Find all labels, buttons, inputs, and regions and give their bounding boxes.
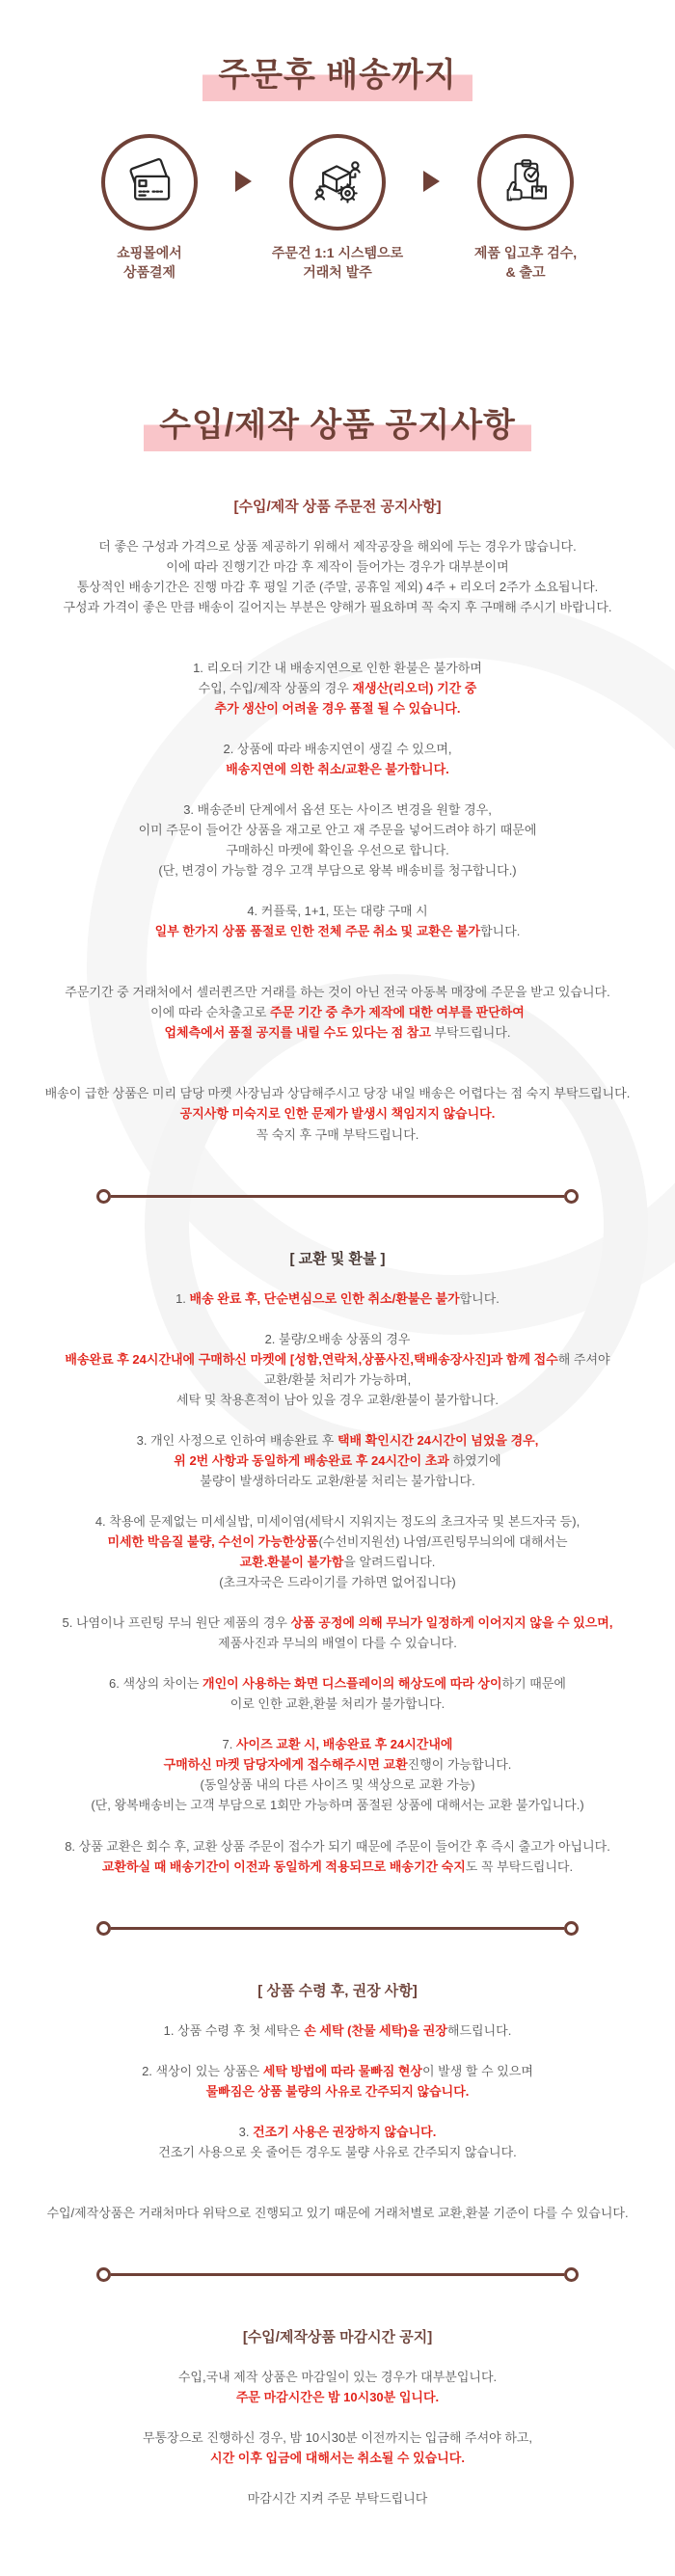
body-text: 배송이 급한 상품은 미리 담당 마켓 사장님과 상담해주시고 당장 내일 배송은 어렵다는 점 숙지 부탁드립니다. [44,1086,631,1101]
emphasis-text: 손 세탁 (찬물 세탁)을 권장 [304,2022,447,2038]
body-text: (초크자국은 드라이기를 가하면 없어집니다) [219,1575,456,1590]
emphasis-text: 재생산(리오더) 기간 중 [352,680,477,695]
step-label-line: 쇼핑몰에서 [117,245,182,260]
step-order-system-label [272,243,403,283]
notice-title-highlight: 수입/제작 상품 공지사항 [144,396,531,451]
step-label-line: 제품 입고후 검수, [473,245,578,260]
page-title [0,0,675,101]
emphasis-text: 건조기 사용은 권장하지 않습니다. [253,2124,437,2139]
section-divider [96,1189,579,1204]
body-text: 구매하신 마켓에 확인을 우선으로 합니다. [226,843,449,858]
page-title-highlight: 주문후 배송까지 [202,46,472,101]
body-text: 4. 커플룩, 1+1, 또는 대량 구매 시 [247,904,428,919]
emphasis-text: 교환하실 때 배송기간이 이전과 동일하게 적용되므로 배송기간 숙지 [101,1858,466,1874]
emphasis-text: 주문 마감시간은 밤 10시30분 입니다. [235,2389,440,2404]
body-text: 제품사진과 무늬의 배열이 다를 수 있습니다. [218,1636,457,1651]
notice-paragraph [33,2427,642,2468]
emphasis-text: 배송 완료 후, 단순변심으로 인한 취소/환불은 불가 [189,1290,460,1306]
notice-sections [0,496,675,2509]
body-text: 건조기 사용으로 옷 줄어든 경우도 불량 사유로 간주되지 않습니다. [158,2144,517,2159]
body-text: 을 알려드립니다. [343,1555,436,1570]
body-text: 합니다. [480,924,521,939]
body-text: (동일상품 내의 다른 사이즈 및 색상으로 교환 가능) [200,1777,475,1793]
section-header: [수입/제작상품 마감시간 공지] [242,2328,433,2346]
body-text: (단, 변경이 가능할 경우 고객 부담으로 왕복 배송비를 청구합니다.) [158,863,517,879]
divider-line [111,1927,564,1930]
body-text: 2. 색상이 있는 상품은 [142,2063,263,2078]
notice-paragraph [33,1083,642,1144]
inspection-shipping-icon [477,134,574,230]
notice-paragraph [33,982,642,1043]
divider-ring-icon [564,1189,579,1204]
notice-paragraph [33,658,642,719]
body-text: 이에 따라 진행기간 마감 후 제작이 들어가는 경우가 대부분이며 [166,558,509,574]
section-header: [ 교환 및 환불 ] [289,1250,386,1267]
body-text: 하기 때문에 [501,1676,566,1692]
divider-ring-icon [564,1921,579,1936]
notice-paragraph [33,2122,642,2162]
emphasis-text: 공지사항 미숙지로 인한 문제가 발생시 책임지지 않습니다. [179,1106,496,1122]
body-text: 합니다. [459,1290,500,1306]
arrow-right-icon [423,171,440,192]
emphasis-text: 위 2번 사항과 동일하게 배송완료 후 24시간이 초과 [174,1452,449,1468]
body-text: 1. [176,1290,190,1306]
step-inspection [440,134,611,283]
emphasis-text: 업체측에서 품절 공지를 내릴 수도 있다는 점 참고 [164,1025,431,1041]
notice-paragraph [33,800,642,881]
notice-paragraph [33,1511,642,1592]
notice-paragraph [33,1329,642,1410]
notice-paragraph [33,2020,642,2041]
notice-paragraph [33,1673,642,1714]
notice-paragraph [33,2488,642,2508]
body-text: 2. 불량/오배송 상품의 경우 [264,1331,411,1346]
step-order-system [252,134,423,283]
emphasis-text: 미세한 박음질 불량, 수선이 가능한상품 [107,1534,319,1549]
section-divider [96,2267,579,2282]
step-payment [64,134,235,283]
order-system-icon [289,134,386,230]
emphasis-text: 택배 확인시간 24시간이 넘었을 경우, [337,1432,539,1448]
notice-section [0,496,675,1145]
arrow-right-icon [235,171,252,192]
body-text: 이미 주문이 들어간 상품을 재고로 안고 재 주문을 넣어드려야 하기 때문에 [138,823,537,838]
step-label-line: & 출고 [505,264,546,281]
section-divider [96,1921,579,1936]
bottom-spacer [0,2508,675,2576]
body-text: 3. 배송준비 단계에서 옵션 또는 사이즈 변경을 원할 경우, [183,802,492,818]
notice-paragraph [33,1836,642,1877]
emphasis-text: 교환.환불이 불가함 [239,1555,344,1570]
notice-paragraph [33,1430,642,1491]
notice-paragraph [33,1288,642,1309]
body-text: 꼭 숙지 후 구매 부탁드립니다. [256,1126,419,1142]
body-text: 6. 색상의 차이는 [109,1676,203,1692]
body-text: 해드립니다. [446,2022,512,2038]
emphasis-text: 주문 기간 중 추가 제작에 대한 여부를 판단하여 [269,1005,525,1020]
step-inspection-label [474,243,577,283]
body-text: 마감시간 지켜 주문 부탁드립니다 [247,2491,428,2507]
notice-paragraph [33,1613,642,1653]
body-text: 이 발생 할 수 있으며 [422,2063,533,2078]
body-text: 세탁 및 착용흔적이 남아 있을 경우 교환/환불이 불가합니다. [176,1392,499,1407]
body-text: (단, 왕복배송비는 고객 부담으로 1회만 가능하며 품절된 상품에 대해서는 교환 불가입니다.) [91,1798,584,1813]
body-text: 구성과 가격이 좋은 만큼 배송이 길어지는 부분은 양해가 필요하며 꼭 숙지 후 구매해 주시기 바랍니다. [63,599,612,614]
emphasis-text: 상품 공정에 의해 무늬가 일정하게 이어지지 않을 수 있으며, [290,1615,613,1631]
divider-ring-icon [564,2267,579,2282]
notice-paragraph [33,2367,642,2407]
emphasis-text: 배송지연에 의한 취소/교환은 불가합니다. [226,761,449,776]
notice-paragraph [33,1734,642,1815]
notice-paragraph [33,901,642,941]
body-text: 1. 리오더 기간 내 배송지연으로 인한 환불은 불가하며 [193,660,482,675]
step-label-line: 주문건 1:1 시스템으로 [271,245,404,260]
body-text: 주문기간 중 거래처에서 셀러퀸즈만 거래를 하는 것이 아닌 전국 아동복 매장에 주문을 받고 있습니다. [65,985,610,1000]
payment-cards-icon [101,134,198,230]
divider-ring-icon [96,1921,111,1936]
body-text: 부탁드립니다. [430,1025,511,1041]
body-text: 3. 개인 사정으로 인하여 배송완료 후 [136,1432,338,1448]
section-header: [ 상품 수령 후, 권장 사항] [257,1982,418,1999]
step-payment-label [117,243,182,283]
step-label-line: 거래처 발주 [303,264,372,281]
body-text: 7. [222,1737,236,1752]
body-text: 수입,국내 제작 상품은 마감일이 있는 경우가 대부분입니다. [177,2369,498,2384]
notice-title [0,396,675,451]
order-process-steps [0,134,675,283]
body-text: 이에 따라 순차출고로 [150,1005,270,1020]
body-text: 진행이 가능합니다. [407,1757,512,1773]
notice-paragraph [33,536,642,617]
notice-paragraph [33,2203,642,2223]
body-text: (수선비지원선) 나염/프린팅무늬의에 대해서는 [318,1534,568,1549]
emphasis-text: 세탁 방법에 따라 물빠짐 현상 [262,2063,422,2078]
body-text: 해 주셔야 [557,1351,610,1367]
section-header: [수입/제작 상품 주문전 공지사항] [233,498,442,515]
emphasis-text: 일부 한가지 상품 품절로 인한 전체 주문 취소 및 교환은 불가 [154,924,481,939]
divider-ring-icon [96,2267,111,2282]
body-text: 하였기에 [448,1452,501,1468]
body-text: 교환/환불 처리가 가능하며, [263,1371,412,1387]
emphasis-text: 개인이 사용하는 화면 디스플레이의 해상도에 따라 상이 [202,1676,502,1692]
body-text: 수입, 수입/제작 상품의 경우 [198,680,353,695]
step-label-line: 상품결제 [122,264,176,281]
notice-section [0,1980,675,2223]
body-text: 통상적인 배송기간은 진행 마감 후 평일 기준 (주말, 공휴일 제외) 4주 + 리오더 2주가 소요됩니다. [76,579,599,594]
notice-paragraph [33,2061,642,2101]
body-text: 도 꼭 부탁드립니다. [465,1858,574,1874]
emphasis-text: 구매하신 마켓 담당자에게 접수해주시면 교환 [163,1757,408,1773]
body-text: 불량이 발생하더라도 교환/환불 처리는 불가합니다. [200,1473,475,1488]
emphasis-text: 추가 생산이 어려울 경우 품절 될 수 있습니다. [214,700,461,716]
body-text: 이로 인한 교환,환불 처리가 불가합니다. [230,1696,446,1712]
divider-line [111,1195,564,1198]
body-text: 8. 상품 교환은 회수 후, 교환 상품 주문이 접수가 되기 때문에 주문이 들어간 후 즉시 출고가 아닙니다. [65,1838,610,1854]
emphasis-text: 시간 이후 입금에 대해서는 취소될 수 있습니다. [210,2451,465,2466]
body-text: 수입/제작상품은 거래처마다 위탁으로 진행되고 있기 때문에 거래처별로 교환,환불 기준이 다를 수 있습니다. [46,2205,629,2220]
emphasis-text: 사이즈 교환 시, 배송완료 후 24시간내에 [235,1737,453,1752]
emphasis-text: 물빠짐은 상품 불량의 사유로 간주되지 않습니다. [205,2083,470,2099]
body-text: 2. 상품에 따라 배송지연이 생길 수 있으며, [223,741,452,756]
body-text: 더 좋은 구성과 가격으로 상품 제공하기 위해서 제작공장을 해외에 두는 경우가 많습니다. [98,538,577,554]
emphasis-text: 배송완료 후 24시간내에 구매하신 마켓에 [성함,연락처,상품사진,택배송장사진]과 함께 접수 [65,1351,558,1367]
divider-ring-icon [96,1189,111,1204]
body-text: 3. [238,2124,254,2139]
body-text: 4. 착용에 문제없는 미세실밥, 미세이염(세탁시 지워지는 정도의 초크자국 및 본드자국 등), [94,1513,580,1529]
divider-line [111,2273,564,2276]
notice-paragraph [33,739,642,779]
body-text: 5. 나염이나 프린팅 무늬 원단 제품의 경우 [62,1615,291,1631]
notice-section [0,1248,675,1877]
body-text: 무통장으로 진행하신 경우, 밤 10시30분 이전까지는 입금해 주셔야 하고, [142,2429,533,2445]
body-text: 1. 상품 수령 후 첫 세탁은 [163,2022,305,2038]
notice-section [0,2326,675,2508]
